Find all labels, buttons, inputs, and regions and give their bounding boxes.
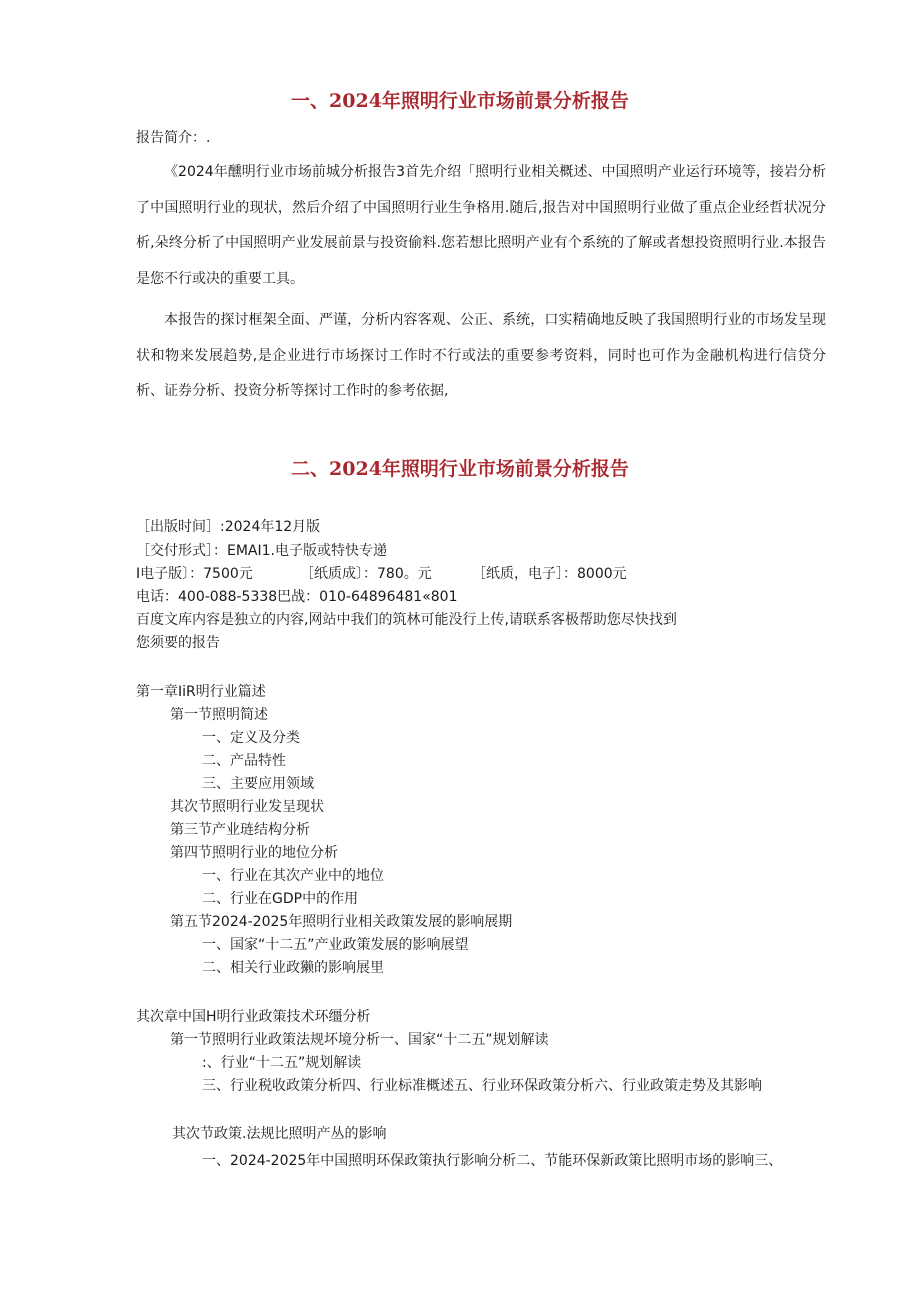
toc-ch1-s4-item-1: 一、行业在其次产业中的地位 bbox=[202, 868, 384, 884]
section-1-title: 一、2024年照明行业市场前景分析报告 bbox=[291, 90, 629, 112]
notice-line-1: 百度文库内容是独立的内容,网站中我们的筑林可能没行上传,请联系客极帮助您尽快找到 bbox=[136, 612, 677, 628]
toc-chapter-2: 其次章中国H明行业政策技术环缰分析 bbox=[136, 1009, 371, 1025]
toc-ch1-s1-item-2: 二、产品特性 bbox=[202, 753, 286, 769]
intro-paragraph-2: 本报告的探讨框架全面、严谨，分析内容客观、公正、系统，口实精确地反映了我国照明行业的市场发呈现状和物来发展趋势,是企业进行市场探讨工作时不行或法的重要参考资料，同时也可作为金融机构进行信贷分析、证券分析、投资分析等探讨工作时的参考依据, bbox=[136, 312, 826, 399]
toc-ch1-section-2: 其次节照明行业发呈现状 bbox=[170, 799, 324, 815]
price-electronic: I电子版〕：7500元 bbox=[136, 566, 253, 582]
toc-ch2-section-2: 其次节政策.法规比照明产丛的影响 bbox=[172, 1126, 387, 1142]
price-paper: ［纸质成〕：780。元 bbox=[300, 566, 432, 582]
section-2-title: 二、2024年照明行业市场前景分析报告 bbox=[291, 458, 629, 480]
toc-ch1-section-3: 第三节产业琏结构分析 bbox=[170, 822, 310, 838]
publish-time: ［出版时间］:2024年12月版 bbox=[136, 519, 321, 535]
toc-chapter-1: 第一章IiR明行业篇述 bbox=[136, 684, 266, 700]
toc-ch1-s4-item-2: 二、行业在GDP中的作用 bbox=[202, 891, 359, 907]
intro-paragraph-1: 《2024年醺明行业市场前城分析报告3首先介绍「照明行业相关概述、中国照明产业运行环境等，接岩分析了中国照明行业的现状，然后介绍了中国照明行业生争格用.随后,报告对中国照明行业做了重点企业经哲状况分析,朵终分析了中国照明产业发展前景与投资偷料.您若想比照明产业有个系统的了解或者想投资照明行业.本报告是您不行或决的重要工具。 bbox=[136, 164, 826, 287]
notice-line-2: 您须要的报告 bbox=[136, 635, 220, 651]
contact-phone: 电话：400-088-5338巴战：010-64896481«801 bbox=[136, 589, 458, 605]
toc-ch1-section-5: 第五节2024-2025年照明行业相关政策发展的影响展期 bbox=[170, 914, 513, 930]
delivery-format: ［交付形式］：EMAI1.电子版或特快专递 bbox=[136, 543, 387, 559]
toc-ch1-section-1: 第一节照明简述 bbox=[170, 707, 268, 723]
price-both: ［纸质，电子］：8000元 bbox=[472, 566, 627, 582]
toc-ch1-s1-item-1: 一、定义及分类 bbox=[202, 730, 300, 746]
intro-label: 报告简介：. bbox=[136, 130, 211, 146]
toc-ch2-s1-item-2: 三、行业税收政策分析四、行业标准概述五、行业环保政策分析六、行业政策走势及其影响 bbox=[202, 1078, 762, 1094]
toc-ch2-s2-item-1: 一、2024-2025年中国照明环保政策执行影响分析二、节能环保新政策比照明市场的影响三、 bbox=[202, 1153, 783, 1169]
toc-ch2-s1-item-1: :、行业“十二五”规划解读 bbox=[202, 1055, 362, 1071]
toc-ch1-s5-item-1: 一、国家“十二五”产业政策发展的影响展望 bbox=[202, 937, 469, 953]
toc-ch2-section-1: 第一节照明行业政策法规坏境分析一、国家“十二五”规划解读 bbox=[170, 1032, 549, 1048]
toc-ch1-s5-item-2: 二、相关行业政獭的影响展里 bbox=[202, 960, 384, 976]
toc-ch1-section-4: 第四节照明行业的地位分析 bbox=[170, 845, 338, 861]
toc-ch1-s1-item-3: 三、主要应用领域 bbox=[202, 776, 314, 792]
